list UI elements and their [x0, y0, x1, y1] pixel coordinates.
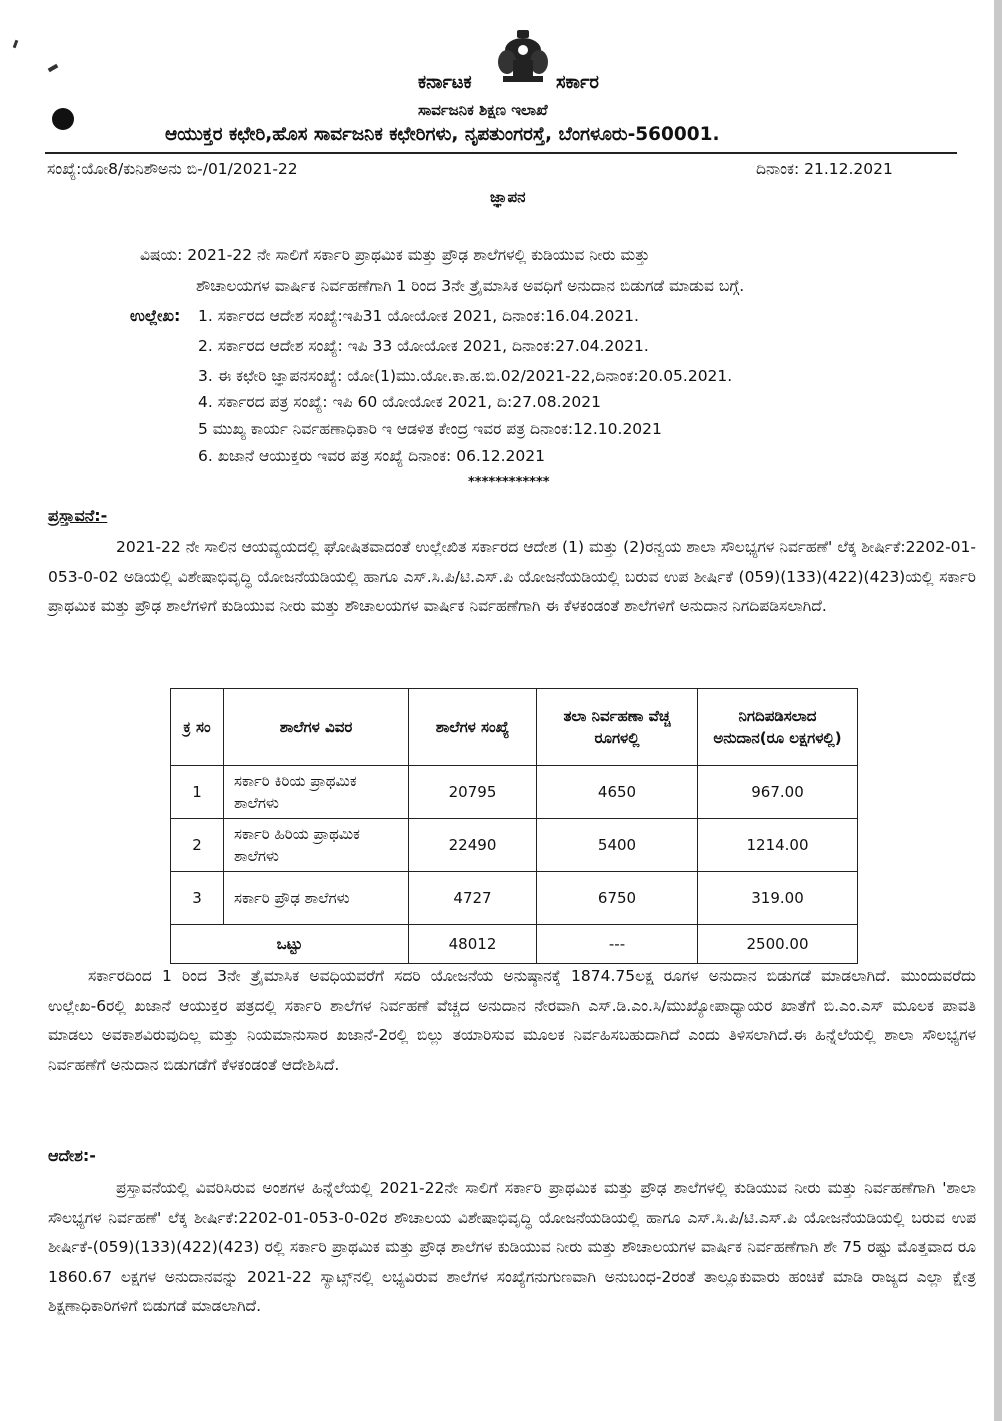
table-row — [171, 819, 858, 872]
post-table-paragraph: ಸರ್ಕಾರದಿಂದ 1 ರಿಂದ 3ನೇ ತ್ರೈಮಾಸಿಕ ಅವಧಿಯವರೆಗೆ ಸದರಿ ಯೋಜನೆಯ ಅನುಷ್ಠಾನಕ್ಕೆ 1874.75ಲಕ್ಷ ರೂಗಳ ಅನುದಾನ ಬಿಡುಗಡೆ ಮಾಡಲಾಗಿದೆ. ಮುಂದುವರೆದು ಉಲ್ಲೇಖ-6ರಲ್ಲಿ ಖಜಾನೆ ಆಯುಕ್ತರ ಪತ್ರದಲ್ಲಿ ಸರ್ಕಾರಿ ಶಾಲೆಗಳ ನಿರ್ವಹಣೆ ವೆಚ್ಚದ ಅನುದಾನ ನೇರವಾಗಿ ಎಸ್.ಡಿ.ಎಂ.ಸಿ/ಮುಖ್ಯೋಪಾಧ್ಯಾಯರ ಖಾತೆಗೆ ಬಿ.ಎಂ.ಎಸ್ ಮೂಲಕ ಪಾವತಿ ಮಾಡಲು ಅವಕಾಶವಿರುವುದಿಲ್ಲ ಮತ್ತು ನಿಯಮಾನುಸಾರ ಖಜಾನೆ-2ರಲ್ಲಿ ಬಿಲ್ಲು ತಯಾರಿಸುವ ಮೂಲಕ ನಿರ್ವಹಿಸಬಹುದಾಗಿದೆ ಎಂದು ತಿಳಿಸಲಾಗಿದೆ.ಈ ಹಿನ್ನೆಲೆಯಲ್ಲಿ ಶಾಲಾ ಸೌಲಭ್ಯಗಳ ನಿರ್ವಹಣೆಗೆ ಅನುದಾನ ಬಿಡುಗಡೆಗೆ ಕೆಳಕಂಡಂತೆ ಆದೇಶಿಸಿದೆ. — [48, 967, 976, 1074]
cell-school-details: ಸರ್ಕಾರಿ ಪ್ರೌಢ ಶಾಲೆಗಳು — [224, 872, 409, 925]
cell-school-count: 22490 — [409, 819, 537, 872]
reference-item: 2. ಸರ್ಕಾರದ ಆದೇಶ ಸಂಖ್ಯೆ: ಇಪಿ 33 ಯೋಯೋಕ 2021, ದಿನಾಂಕ:27.04.2021. — [198, 337, 649, 355]
separator-stars: ************ — [468, 475, 550, 490]
scan-mark — [48, 64, 59, 72]
cell-unit-cost: 5400 — [537, 819, 698, 872]
header-divider — [45, 152, 957, 154]
reference-item: 5 ಮುಖ್ಯ ಕಾರ್ಯ ನಿರ್ವಹಣಾಧಿಕಾರಿ ಇ ಆಡಳಿತ ಕೇಂದ್ರ ಇವರ ಪತ್ರ ದಿನಾಂಕ:12.10.2021 — [198, 420, 662, 438]
subject-line-1: ವಿಷಯ: 2021-22 ನೇ ಸಾಲಿಗೆ ಸರ್ಕಾರಿ ಪ್ರಾಥಮಿಕ ಮತ್ತು ಪ್ರೌಢ ಶಾಲೆಗಳಲ್ಲಿ ಕುಡಿಯುವ ನೀರು ಮತ್ತು — [140, 246, 650, 264]
cell-total-count: 48012 — [409, 925, 537, 964]
reference-item: 6. ಖಜಾನೆ ಆಯುಕ್ತರು ಇವರ ಪತ್ರ ಸಂಖ್ಯೆ ದಿನಾಂಕ: 06.12.2021 — [198, 447, 545, 465]
references-label: ಉಲ್ಲೇಖ: — [130, 306, 181, 325]
cell-unit-cost: 4650 — [537, 766, 698, 819]
cell-school-count: 4727 — [409, 872, 537, 925]
subject-line-2: ಶೌಚಾಲಯಗಳ ವಾರ್ಷಿಕ ನಿರ್ವಹಣೆಗಾಗಿ 1 ರಿಂದ 3ನೇ ತ್ರೈಮಾಸಿಕ ಅವಧಿಗೆ ಅನುದಾನ ಬಿಡುಗಡೆ ಮಾಡುವ ಬಗ್ಗೆ. — [196, 277, 745, 295]
page-edge — [994, 0, 1002, 1421]
karnataka-emblem-icon — [495, 28, 551, 88]
office-address: ಆಯುಕ್ತರ ಕಛೇರಿ,ಹೊಸ ಸಾರ್ವಜನಿಕ ಕಛೇರಿಗಳು, ನೃಪತುಂಗರಸ್ತೆ, ಬೆಂಗಳೂರು-560001. — [165, 124, 720, 145]
cell-sl-no: 2 — [171, 819, 224, 872]
reference-item: 4. ಸರ್ಕಾರದ ಪತ್ರ ಸಂಖ್ಯೆ: ಇಪಿ 60 ಯೋಯೋಕ 2021, ದಿ:27.08.2021 — [198, 393, 601, 411]
gov-right-label: ಸರ್ಕಾರ — [556, 72, 599, 93]
cell-grant: 1214.00 — [698, 819, 858, 872]
preamble-heading: ಪ್ರಸ್ತಾವನೆ:- — [48, 506, 108, 525]
col-header-unit-cost: ತಲಾ ನಿರ್ವಹಣಾ ವೆಚ್ಚ ರೂಗಳಲ್ಲಿ — [537, 689, 698, 766]
cell-grant: 319.00 — [698, 872, 858, 925]
punch-hole-mark — [52, 108, 74, 130]
cell-total-unit-cost: --- — [537, 925, 698, 964]
order-paragraph: ಪ್ರಸ್ತಾವನೆಯಲ್ಲಿ ವಿವರಿಸಿರುವ ಅಂಶಗಳ ಹಿನ್ನೆಲೆಯಲ್ಲಿ 2021-22ನೇ ಸಾಲಿಗೆ ಸರ್ಕಾರಿ ಪ್ರಾಥಮಿಕ ಮತ್ತು ಪ್ರೌಢ ಶಾಲೆಗಳಲ್ಲಿ ಕುಡಿಯುವ ನೀರು ಮತ್ತು ನಿರ್ವಹಣೆಗಾಗಿ 'ಶಾಲಾ ಸೌಲಭ್ಯಗಳ ನಿರ್ವಹಣೆ' ಲೆಕ್ಕ ಶೀರ್ಷಿಕೆ:2202-01-053-0-02ರ ಶೌಚಾಲಯ ವಿಶೇಷಾಭಿವೃದ್ಧಿ ಯೋಜನೆಯಡಿಯಲ್ಲಿ ಹಾಗೂ ಎಸ್.ಸಿ.ಪಿ/ಟಿ.ಎಸ್.ಪಿ ಯೋಜನೆಯಡಿಯಲ್ಲಿ ಬರುವ ಉಪ ಶೀರ್ಷಿಕೆ-(059)(133)(422)(423) ರಲ್ಲಿ ಸರ್ಕಾರಿ ಪ್ರಾಥಮಿಕ ಮತ್ತು ಪ್ರೌಢ ಶಾಲೆಗಳ ಕುಡಿಯುವ ನೀರು ಮತ್ತು ಶೌಚಾಲಯಗಳ ವಾರ್ಷಿಕ ನಿರ್ವಹಣೆಗಾಗಿ ಶೇ 75 ರಷ್ಟು ಮೊತ್ತವಾದ ರೂ 1860.67 ಲಕ್ಷಗಳ ಅನುದಾನವನ್ನು 2021-22 ಸ್ಯಾಟ್ಸ್‌ನಲ್ಲಿ ಲಭ್ಯವಿರುವ ಶಾಲೆಗಳ ಸಂಖ್ಯೆಗನುಗುಣವಾಗಿ ಅನುಬಂಧ-2ರಂತೆ ತಾಲ್ಲೂಕುವಾರು ಹಂಚಿಕೆ ಮಾಡಿ ರಾಜ್ಯದ ಎಲ್ಲಾ ಕ್ಷೇತ್ರ ಶಿಕ್ಷಣಾಧಿಕಾರಿಗಳಿಗೆ ಬಿಡುಗಡೆ ಮಾಡಲಾಗಿದೆ. — [48, 1179, 976, 1315]
col-header-sl-no: ಕ್ರ ಸಂ — [171, 689, 224, 766]
cell-sl-no: 3 — [171, 872, 224, 925]
table-total-row — [171, 925, 858, 964]
scan-mark — [13, 40, 19, 49]
document-type: ಜ್ಞಾಪನ — [490, 188, 526, 206]
cell-school-count: 20795 — [409, 766, 537, 819]
reference-item: 1. ಸರ್ಕಾರದ ಆದೇಶ ಸಂಖ್ಯೆ:ಇಪಿ31 ಯೋಯೋಕ 2021, ದಿನಾಂಕ:16.04.2021. — [198, 307, 639, 325]
order-heading: ಆದೇಶ:- — [48, 1146, 96, 1165]
cell-sl-no: 1 — [171, 766, 224, 819]
reference-number: ಸಂಖ್ಯೆ:ಯೋ8/ಕುನಿಶೌಅನು ಬಿ-/01/2021-22 — [47, 160, 298, 178]
col-header-allocated-grant: ನಿಗದಿಪಡಿಸಲಾದ ಅನುದಾನ(ರೂ ಲಕ್ಷಗಳಲ್ಲಿ) — [698, 689, 858, 766]
col-header-school-count: ಶಾಲೆಗಳ ಸಂಖ್ಯೆ — [409, 689, 537, 766]
grant-table — [170, 688, 858, 964]
table-row — [171, 872, 858, 925]
department-name: ಸಾರ್ವಜನಿಕ ಶಿಕ್ಷಣ ಇಲಾಖೆ — [418, 101, 548, 119]
col-header-school-details: ಶಾಲೆಗಳ ವಿವರ — [224, 689, 409, 766]
cell-school-details: ಸರ್ಕಾರಿ ಹಿರಿಯ ಪ್ರಾಥಮಿಕ ಶಾಲೆಗಳು — [224, 819, 409, 872]
cell-total-grant: 2500.00 — [698, 925, 858, 964]
cell-school-details: ಸರ್ಕಾರಿ ಕಿರಿಯ ಪ್ರಾಥಮಿಕ ಶಾಲೆಗಳು — [224, 766, 409, 819]
gov-left-label: ಕರ್ನಾಟಕ — [418, 72, 472, 93]
cell-grant: 967.00 — [698, 766, 858, 819]
preamble-paragraph: 2021-22 ನೇ ಸಾಲಿನ ಆಯವ್ಯಯದಲ್ಲಿ ಘೋಷಿತವಾದಂತೆ ಉಲ್ಲೇಖಿತ ಸರ್ಕಾರದ ಆದೇಶ (1) ಮತ್ತು (2)ರನ್ವಯ ಶಾಲಾ ಸೌಲಭ್ಯಗಳ ನಿರ್ವಹಣೆ' ಲೆಕ್ಕ ಶೀರ್ಷಿಕೆ:2202-01-053-0-02 ಅಡಿಯಲ್ಲಿ ವಿಶೇಷಾಭಿವೃದ್ಧಿ ಯೋಜನೆಯಡಿಯಲ್ಲಿ ಹಾಗೂ ಎಸ್.ಸಿ.ಪಿ/ಟಿ.ಎಸ್.ಪಿ ಯೋಜನೆಯಡಿಯಲ್ಲಿ ಬರುವ ಉಪ ಶೀರ್ಷಿಕೆ (059)(133)(422)(423)ಯಲ್ಲಿ ಸರ್ಕಾರಿ ಪ್ರಾಥಮಿಕ ಮತ್ತು ಪ್ರೌಢ ಶಾಲೆಗಳಿಗೆ ಕುಡಿಯುವ ನೀರು ಮತ್ತು ಶೌಚಾಲಯಗಳ ವಾರ್ಷಿಕ ನಿರ್ವಹಣೆಗಾಗಿ ಈ ಕೆಳಕಂಡಂತೆ ಶಾಲೆಗಳಿಗೆ ಅನುದಾನ ನಿಗದಿಪಡಿಸಲಾಗಿದೆ. — [48, 538, 976, 615]
table-row — [171, 766, 858, 819]
table-header-row — [171, 689, 858, 766]
cell-total-label: ಒಟ್ಟು — [171, 925, 409, 964]
cell-unit-cost: 6750 — [537, 872, 698, 925]
reference-item: 3. ಈ ಕಛೇರಿ ಜ್ಞಾಪನಸಂಖ್ಯೆ: ಯೋ(1)ಮು.ಯೋ.ಕಾ.ಹ.ಬಿ.02/2021-22,ದಿನಾಂಕ:20.05.2021. — [198, 367, 733, 385]
document-date: ದಿನಾಂಕ: 21.12.2021 — [756, 160, 893, 178]
